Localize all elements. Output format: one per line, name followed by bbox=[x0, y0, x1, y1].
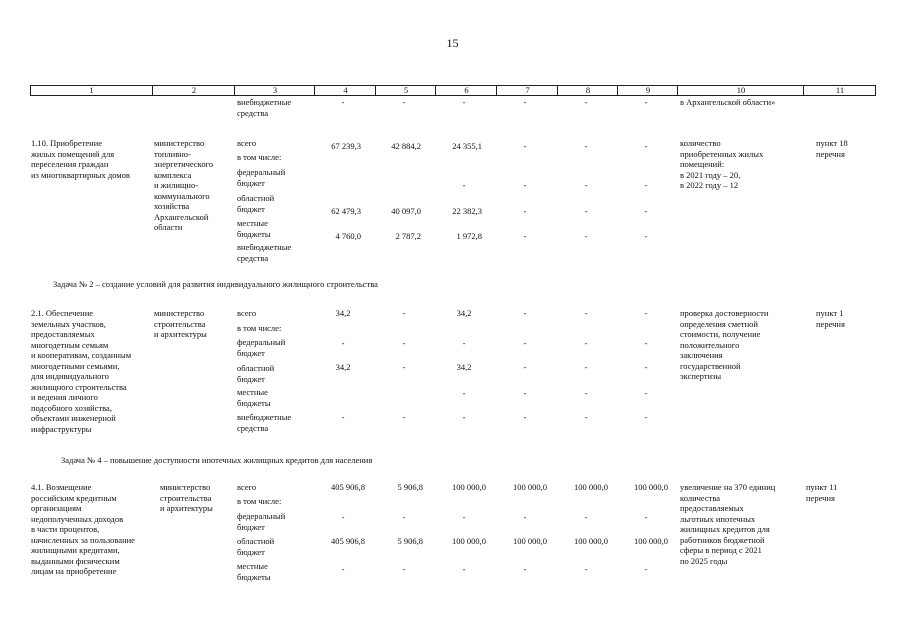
value-cell: - bbox=[402, 338, 406, 348]
task-4-heading: Задача № 4 – повышение доступности ипотечных жилищных кредитов для населения bbox=[61, 455, 373, 465]
source-label: областной бюджет bbox=[237, 193, 275, 214]
value-cell: - bbox=[341, 512, 345, 522]
value-cell: 4 760,0 bbox=[335, 231, 361, 241]
value-cell: 34,2 bbox=[335, 308, 351, 318]
header-col-11: 11 bbox=[803, 86, 876, 95]
value-cell: 1 972,8 bbox=[456, 231, 482, 241]
value-cell: 100 000,0 bbox=[634, 536, 668, 546]
value-cell: 5 906,8 bbox=[397, 482, 423, 492]
value-cell: - bbox=[584, 512, 588, 522]
value-cell: - bbox=[644, 141, 648, 151]
row-4-1-reference: пункт 11 перечня bbox=[806, 482, 838, 503]
value-cell: - bbox=[462, 97, 466, 107]
source-label: всего bbox=[237, 308, 257, 318]
source-label: областной бюджет bbox=[237, 363, 275, 384]
value-cell: - bbox=[341, 97, 345, 107]
value-cell: 100 000,0 bbox=[634, 482, 668, 492]
source-label: местные бюджеты bbox=[237, 218, 271, 239]
value-cell: 34,2 bbox=[335, 362, 351, 372]
source-label: всего bbox=[237, 482, 257, 492]
value-cell: - bbox=[584, 308, 588, 318]
row-2-1-executor: министерство строительства и архитектуры bbox=[154, 308, 207, 339]
value-cell: 34,2 bbox=[456, 308, 472, 318]
value-cell: - bbox=[584, 564, 588, 574]
row-4-1-name: 4.1. Возмещение российским кредитным организациям недополученных доходов в части процентов, начисленных за пользование жилищными кредитами, выданными физическим лицам на приобретение bbox=[31, 482, 135, 576]
value-cell: 100 000,0 bbox=[452, 482, 486, 492]
value-cell: - bbox=[584, 180, 588, 190]
row-4-1-executor: министерство строительства и архитектуры bbox=[160, 482, 213, 513]
value-cell: 40 097,0 bbox=[391, 206, 421, 216]
value-cell: - bbox=[644, 97, 648, 107]
value-cell: - bbox=[584, 338, 588, 348]
value-cell: - bbox=[462, 512, 466, 522]
value-cell: - bbox=[402, 512, 406, 522]
value-cell: - bbox=[523, 388, 527, 398]
row-1-10-reference: пункт 18 перечня bbox=[816, 138, 848, 159]
source-label: местные бюджеты bbox=[237, 387, 271, 408]
value-cell: - bbox=[462, 412, 466, 422]
value-cell: 100 000,0 bbox=[513, 482, 547, 492]
value-cell: - bbox=[644, 412, 648, 422]
value-cell: - bbox=[462, 388, 466, 398]
value-cell: - bbox=[462, 564, 466, 574]
source-label: в том числе: bbox=[237, 323, 282, 333]
task-2-heading: Задача № 2 – создание условий для развития индивидуального жилищного строительства bbox=[53, 279, 378, 289]
row-2-1-result: проверка достоверности определения сметной стоимости, получение положительного заключения государственной экспертизы bbox=[680, 308, 769, 381]
value-cell: - bbox=[644, 308, 648, 318]
value-cell: - bbox=[584, 388, 588, 398]
value-cell: - bbox=[341, 338, 345, 348]
source-label: областной бюджет bbox=[237, 536, 275, 557]
value-cell: 22 382,3 bbox=[452, 206, 482, 216]
value-cell: - bbox=[584, 97, 588, 107]
value-cell: - bbox=[644, 206, 648, 216]
value-cell: - bbox=[523, 564, 527, 574]
source-label: федеральный бюджет bbox=[237, 167, 286, 188]
value-cell: - bbox=[523, 512, 527, 522]
row-1-10-executor: министерство топливно- энергетического комплекса и жилищно- коммунального хозяйства Архангельской области bbox=[154, 138, 214, 232]
value-cell: - bbox=[402, 412, 406, 422]
row-2-1-reference: пункт 1 перечня bbox=[816, 308, 845, 329]
value-cell: - bbox=[523, 338, 527, 348]
value-cell: 24 355,1 bbox=[452, 141, 482, 151]
row-1-10-result: количество приобретенных жилых помещений: в 2021 году – 20, в 2022 году – 12 bbox=[680, 138, 764, 190]
value-cell: - bbox=[523, 231, 527, 241]
value-cell: 405 906,8 bbox=[331, 536, 365, 546]
value-cell: - bbox=[644, 564, 648, 574]
header-col-8: 8 bbox=[557, 86, 618, 95]
header-col-2: 2 bbox=[152, 86, 235, 95]
value-cell: - bbox=[523, 180, 527, 190]
value-cell: 100 000,0 bbox=[574, 482, 608, 492]
row-2-1-name: 2.1. Обеспечение земельных участков, предоставляемых многодетным семьям и кооперативам, созданным многодетными семьями, для индивидуального жилищного строительства и ведения личного подсобного хозяйства, объектами инженерной инфраструктуры bbox=[31, 308, 132, 434]
header-col-1: 1 bbox=[89, 85, 94, 95]
value-cell: - bbox=[644, 362, 648, 372]
value-cell: - bbox=[584, 141, 588, 151]
result-text: в Архангельской области» bbox=[680, 97, 776, 107]
header-col-5: 5 bbox=[375, 86, 436, 95]
value-cell: - bbox=[402, 97, 406, 107]
value-cell: 100 000,0 bbox=[452, 536, 486, 546]
header-col-4: 4 bbox=[314, 86, 376, 95]
value-cell: - bbox=[523, 412, 527, 422]
value-cell: 405 906,8 bbox=[331, 482, 365, 492]
value-cell: - bbox=[584, 231, 588, 241]
value-cell: - bbox=[644, 231, 648, 241]
value-cell: - bbox=[462, 338, 466, 348]
value-cell: 2 787,2 bbox=[395, 231, 421, 241]
source-label: внебюджетные средства bbox=[237, 97, 292, 118]
value-cell: - bbox=[402, 362, 406, 372]
value-cell: 34,2 bbox=[456, 362, 472, 372]
value-cell: - bbox=[644, 512, 648, 522]
value-cell: 67 239,3 bbox=[331, 141, 361, 151]
value-cell: - bbox=[462, 180, 466, 190]
value-cell: - bbox=[341, 564, 345, 574]
value-cell: - bbox=[523, 97, 527, 107]
page-number: 15 bbox=[446, 36, 459, 50]
value-cell: 100 000,0 bbox=[513, 536, 547, 546]
value-cell: 5 906,8 bbox=[397, 536, 423, 546]
value-cell: - bbox=[523, 308, 527, 318]
source-label: федеральный бюджет bbox=[237, 511, 286, 532]
source-label: в том числе: bbox=[237, 496, 282, 506]
source-label: федеральный бюджет bbox=[237, 337, 286, 358]
value-cell: 62 479,3 bbox=[331, 206, 361, 216]
value-cell: - bbox=[584, 412, 588, 422]
row-1-10-name: 1.10. Приобретение жилых помещений для переселения граждан из многоквартирных домов bbox=[31, 138, 130, 180]
value-cell: - bbox=[644, 388, 648, 398]
value-cell: - bbox=[341, 412, 345, 422]
value-cell: - bbox=[584, 362, 588, 372]
value-cell: - bbox=[523, 206, 527, 216]
value-cell: 42 884,2 bbox=[391, 141, 421, 151]
value-cell: - bbox=[402, 308, 406, 318]
value-cell: - bbox=[584, 206, 588, 216]
value-cell: - bbox=[402, 564, 406, 574]
source-label: внебюджетные средства bbox=[237, 242, 292, 263]
header-col-9: 9 bbox=[617, 86, 678, 95]
value-cell: - bbox=[644, 338, 648, 348]
header-col-10: 10 bbox=[677, 86, 804, 95]
header-col-6: 6 bbox=[435, 86, 497, 95]
source-label: в том числе: bbox=[237, 152, 282, 162]
value-cell: 100 000,0 bbox=[574, 536, 608, 546]
value-cell: - bbox=[523, 141, 527, 151]
row-4-1-result: увеличение на 370 единиц количества предоставляемых льготных ипотечных жилищных кредитов для работников бюджетной сферы в период с 2021 по 2025 годы bbox=[680, 482, 776, 566]
value-cell: - bbox=[523, 362, 527, 372]
table-header-row bbox=[30, 85, 876, 96]
value-cell: - bbox=[644, 180, 648, 190]
source-label: внебюджетные средства bbox=[237, 412, 292, 433]
source-label: всего bbox=[237, 138, 257, 148]
header-col-7: 7 bbox=[496, 86, 558, 95]
header-col-3: 3 bbox=[234, 86, 315, 95]
source-label: местные бюджеты bbox=[237, 561, 271, 582]
